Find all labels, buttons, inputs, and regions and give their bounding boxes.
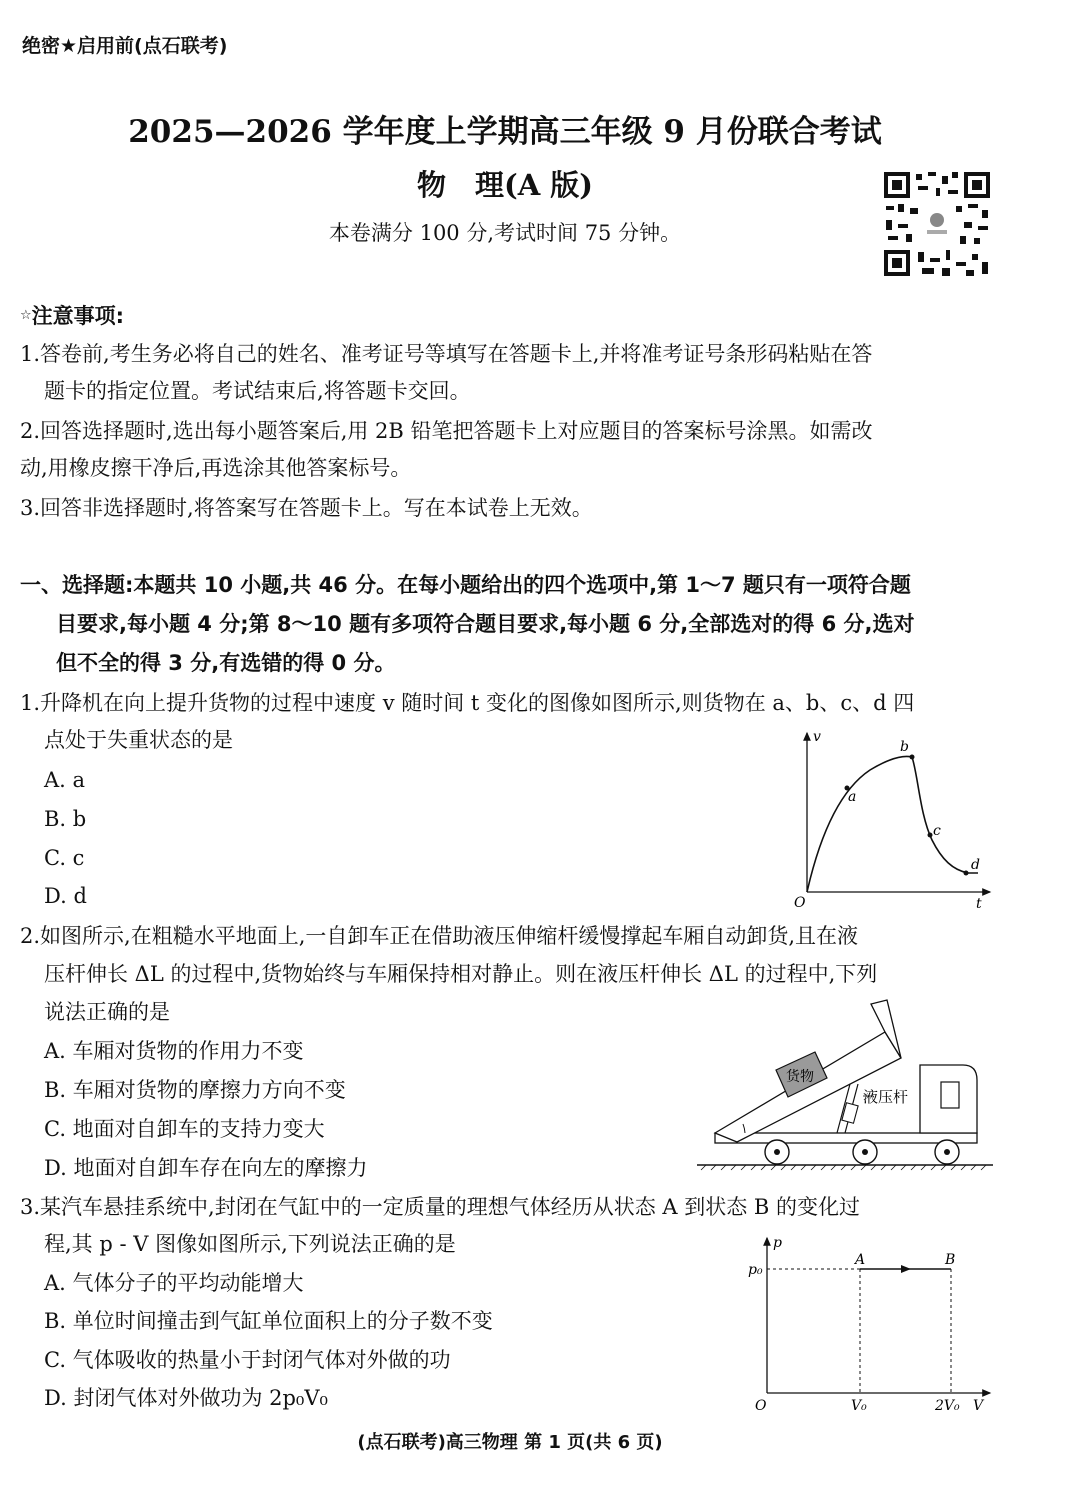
q2-option-a: A. 车厢对货物的作用力不变 — [44, 1039, 304, 1063]
q3-v0-label: V₀ — [851, 1398, 867, 1414]
q3-p0-label: p₀ — [748, 1262, 763, 1278]
q3-axis-v: V — [973, 1398, 984, 1414]
q1-option-a: A. a — [44, 768, 86, 792]
q3-axis-p: p — [773, 1235, 782, 1251]
notice-heading: ☆注意事项: — [20, 304, 125, 328]
q1-point-a: a — [848, 789, 857, 805]
star-icon: ☆ — [20, 308, 32, 323]
q1-option-b: B. b — [44, 807, 87, 831]
q3-2v0-label: 2V₀ — [935, 1398, 960, 1414]
notice-item-2: 2.回答选择题时,选出每小题答案后,用 2B 铅笔把答题卡上对应题目的答案标号涂黑。如需改 — [20, 419, 873, 443]
q1-point-c: c — [933, 823, 941, 839]
q2-option-b: B. 车厢对货物的摩擦力方向不变 — [44, 1078, 346, 1102]
q2-stem-line-3: 说法正确的是 — [44, 1000, 170, 1024]
q2-dump-truck-figure — [695, 1000, 995, 1175]
q3-option-c: C. 气体吸收的热量小于封闭气体对外做的功 — [44, 1348, 451, 1372]
q1-stem-line-1: 1.升降机在向上提升货物的过程中速度 v 随时间 t 变化的图像如图所示,则货物在 a、b、c、d 四 — [20, 691, 915, 715]
q2-option-d: D. 地面对自卸车存在向左的摩擦力 — [44, 1156, 368, 1180]
notice-item-2-cont: 动,用橡皮擦干净后,再选涂其他答案标号。 — [20, 456, 412, 480]
notice-item-1: 1.答卷前,考生务必将自己的姓名、准考证号等填写在答题卡上,并将准考证号条形码粘贴在答 — [20, 342, 873, 366]
q1-option-c: C. c — [44, 846, 85, 870]
q2-rod-label: 液压杆 — [863, 1088, 909, 1106]
exam-title: 2025—2026 学年度上学期高三年级 9 月份联合考试 — [128, 114, 882, 150]
q2-option-c: C. 地面对自卸车的支持力变大 — [44, 1117, 325, 1141]
page-footer: (点石联考)高三物理 第 1 页(共 6 页) — [357, 1432, 663, 1453]
qr-code-icon — [882, 170, 992, 278]
q2-cargo-label: 货物 — [786, 1069, 814, 1085]
q3-origin: O — [755, 1398, 767, 1414]
exam-info: 本卷满分 100 分,考试时间 75 分钟。 — [328, 221, 682, 245]
section-heading-line-2: 目要求,每小题 4 分;第 8～10 题有多项符合题目要求,每小题 6 分,全部选对的得 6 分,选对 — [56, 612, 915, 636]
notice-item-1-cont: 题卡的指定位置。考试结束后,将答题卡交回。 — [44, 379, 471, 403]
q1-velocity-time-graph — [790, 725, 1000, 910]
q3-pressure-volume-graph — [745, 1232, 995, 1417]
q1-origin: O — [794, 895, 806, 911]
q1-point-b: b — [900, 739, 909, 755]
q3-state-b: B — [945, 1252, 956, 1268]
q1-axis-t: t — [976, 896, 982, 912]
q1-stem-line-2: 点处于失重状态的是 — [44, 728, 233, 752]
q3-option-d: D. 封闭气体对外做功为 2p₀V₀ — [44, 1386, 328, 1410]
q1-axis-v: v — [813, 729, 821, 745]
secrecy-label: 绝密★启用前(点石联考) — [22, 35, 228, 57]
q3-stem-line-2: 程,其 p - V 图像如图所示,下列说法正确的是 — [44, 1232, 456, 1256]
q3-stem-line-1: 3.某汽车悬挂系统中,封闭在气缸中的一定质量的理想气体经历从状态 A 到状态 B 的变化过 — [20, 1195, 861, 1219]
subject-title: 物 理(A 版) — [416, 168, 594, 202]
q3-option-b: B. 单位时间撞击到气缸单位面积上的分子数不变 — [44, 1309, 493, 1333]
q1-point-d: d — [971, 857, 980, 873]
q2-stem-line-2: 压杆伸长 ΔL 的过程中,货物始终与车厢保持相对静止。则在液压杆伸长 ΔL 的过程中,下列 — [44, 962, 878, 986]
section-heading-line-3: 但不全的得 3 分,有选错的得 0 分。 — [56, 651, 396, 675]
q3-option-a: A. 气体分子的平均动能增大 — [44, 1271, 304, 1295]
notice-item-3: 3.回答非选择题时,将答案写在答题卡上。写在本试卷上无效。 — [20, 496, 593, 520]
q2-stem-line-1: 2.如图所示,在粗糙水平地面上,一自卸车正在借助液压伸缩杆缓慢撑起车厢自动卸货,且在液 — [20, 924, 859, 948]
q3-state-a: A — [855, 1252, 866, 1268]
section-heading-line-1: 一、选择题:本题共 10 小题,共 46 分。在每小题给出的四个选项中,第 1～7 题只有一项符合题 — [20, 573, 911, 597]
q1-option-d: D. d — [44, 884, 87, 908]
